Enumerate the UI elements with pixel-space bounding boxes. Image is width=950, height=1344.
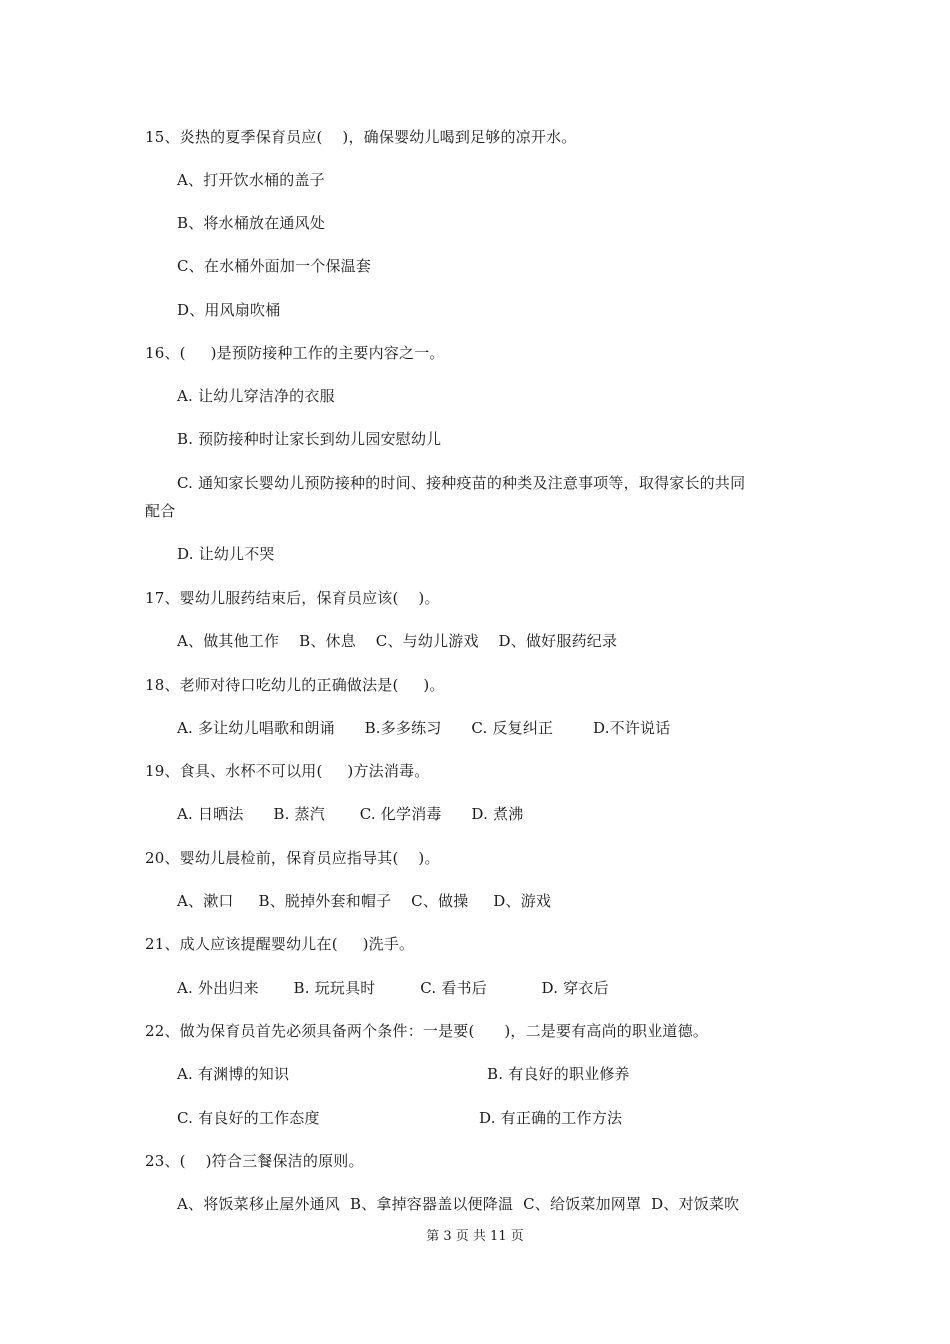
- question-16-option-a: A. 让幼儿穿洁净的衣服: [177, 387, 335, 405]
- question-22-stem: 22、做为保育员首先必须具备两个条件：一是要( )，二是要有高尚的职业道德。: [145, 1022, 709, 1040]
- question-19-options: A. 日晒法 B. 蒸汽 C. 化学消毒 D. 煮沸: [177, 805, 524, 823]
- question-20-stem: 20、婴幼儿晨检前，保育员应指导其( )。: [145, 849, 440, 867]
- question-18-options: A. 多让幼儿唱歌和朗诵 B.多多练习 C. 反复纠正 D.不许说话: [177, 719, 671, 737]
- question-20-options: A、漱口 B、脱掉外套和帽子 C、做操 D、游戏: [177, 892, 552, 910]
- question-15-option-b: B、将水桶放在通风处: [177, 214, 326, 232]
- question-15-stem: 15、炎热的夏季保育员应( )，确保婴幼儿喝到足够的凉开水。: [145, 128, 577, 146]
- question-18-stem: 18、老师对待口吃幼儿的正确做法是( )。: [145, 676, 445, 694]
- page-footer: 第 3 页 共 11 页: [426, 1229, 524, 1244]
- question-17-options: A、做其他工作 B、休息 C、与幼儿游戏 D、做好服药纪录: [177, 632, 618, 650]
- question-16-option-b: B. 预防接种时让家长到幼儿园安慰幼儿: [177, 430, 442, 448]
- question-16-option-d: D. 让幼儿不哭: [177, 545, 275, 563]
- question-22-option-b: B. 有良好的职业修养: [487, 1065, 630, 1083]
- question-19-stem: 19、食具、水杯不可以用( )方法消毒。: [145, 762, 430, 780]
- question-17-stem: 17、婴幼儿服药结束后，保育员应该( )。: [145, 589, 440, 607]
- question-16-option-c: C. 通知家长婴幼儿预防接种的时间、接种疫苗的种类及注意事项等，取得家长的共同: [177, 474, 746, 492]
- question-22-option-a: A. 有渊博的知识: [177, 1065, 290, 1083]
- question-22-option-c: C. 有良好的工作态度: [177, 1109, 320, 1127]
- question-15-option-c: C、在水桶外面加一个保温套: [177, 257, 372, 275]
- question-23-options: A、将饭菜移止屋外通风 B、拿掉容器盖以便降温 C、给饭菜加网罩 D、对饭菜吹: [177, 1195, 740, 1213]
- question-22-option-d: D. 有正确的工作方法: [479, 1109, 623, 1127]
- question-21-stem: 21、成人应该提醒婴幼儿在( )洗手。: [145, 935, 415, 953]
- question-15-option-d: D、用风扇吹桶: [177, 301, 281, 319]
- question-16-stem: 16、( )是预防接种工作的主要内容之一。: [145, 344, 445, 362]
- question-23-stem: 23、( )符合三餐保洁的原则。: [145, 1152, 364, 1170]
- question-16-option-c-cont: 配合: [145, 502, 176, 520]
- question-21-options: A. 外出归来 B. 玩玩具时 C. 看书后 D. 穿衣后: [177, 979, 609, 997]
- question-15-option-a: A、打开饮水桶的盖子: [177, 171, 325, 189]
